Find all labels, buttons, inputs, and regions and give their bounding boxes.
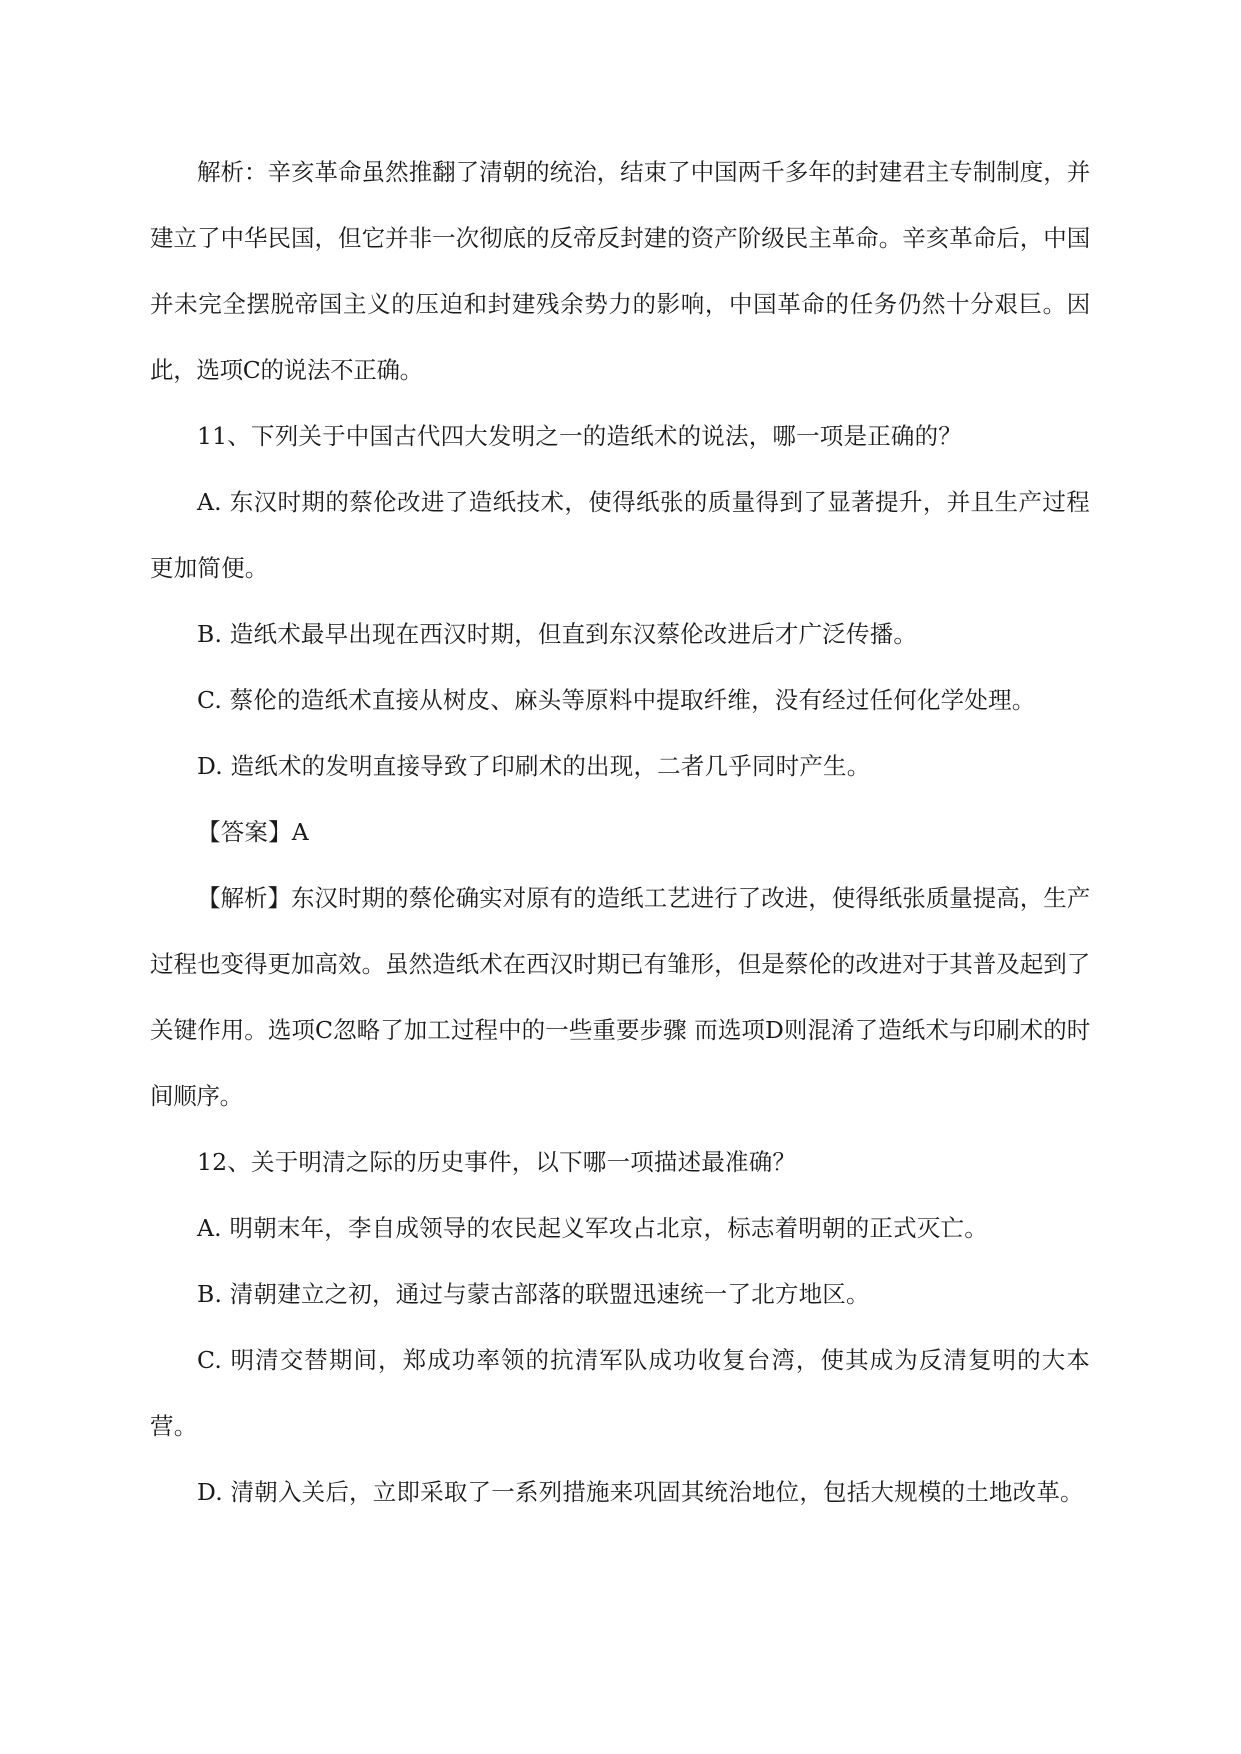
q11-answer: 【答案】A — [197, 818, 309, 846]
q12-option-b: B. 清朝建立之初，通过与蒙古部落的联盟迅速统一了北方地区。 — [197, 1280, 870, 1308]
q12-question: 12、关于明清之际的历史事件，以下哪一项描述最准确？ — [197, 1148, 797, 1176]
q12-option-d: D. 清朝入关后，立即采取了一系列措施来巩固其统治地位，包括大规模的土地改革。 — [197, 1478, 1084, 1506]
q12-option-c: C. 明清交替期间，郑成功率领的抗清军队成功收复台湾，使其成为反清复明的大本营。 — [150, 1346, 1090, 1440]
q11-option-b: B. 造纸术最早出现在西汉时期，但直到东汉蔡伦改进后才广泛传播。 — [197, 620, 918, 648]
q11-option-c: C. 蔡伦的造纸术直接从树皮、麻头等原料中提取纤维，没有经过任何化学处理。 — [197, 686, 1036, 714]
q11-option-a: A. 东汉时期的蔡伦改进了造纸技术，使得纸张的质量得到了显著提升，并且生产过程更加简便。 — [150, 488, 1090, 582]
q10-analysis-paragraph: 解析：辛亥革命虽然推翻了清朝的统治，结束了中国两千多年的封建君主专制制度，并建立了中华民国，但它并非一次彻底的反帝反封建的资产阶级民主革命。辛亥革命后，中国并未完全摆脱帝国主义的压迫和封建残余势力的影响，中国革命的任务仍然十分艰巨。因此，选项C的说法不正确。 — [150, 158, 1090, 384]
q12-option-a: A. 明朝末年，李自成领导的农民起义军攻占北京，标志着明朝的正式灭亡。 — [197, 1214, 988, 1242]
document-body — [150, 139, 1090, 1525]
q11-question: 11、下列关于中国古代四大发明之一的造纸术的说法，哪一项是正确的？ — [197, 422, 963, 450]
q11-analysis-paragraph: 【解析】东汉时期的蔡伦确实对原有的造纸工艺进行了改进，使得纸张质量提高，生产过程也变得更加高效。虽然造纸术在西汉时期已有雏形，但是蔡伦的改进对于其普及起到了关键作用。选项C忽略了加工过程中的一些重要步骤 而选项D则混淆了造纸术与印刷术的时间顺序。 — [150, 884, 1090, 1110]
q11-option-d: D. 造纸术的发明直接导致了印刷术的出现，二者几乎同时产生。 — [197, 752, 871, 780]
